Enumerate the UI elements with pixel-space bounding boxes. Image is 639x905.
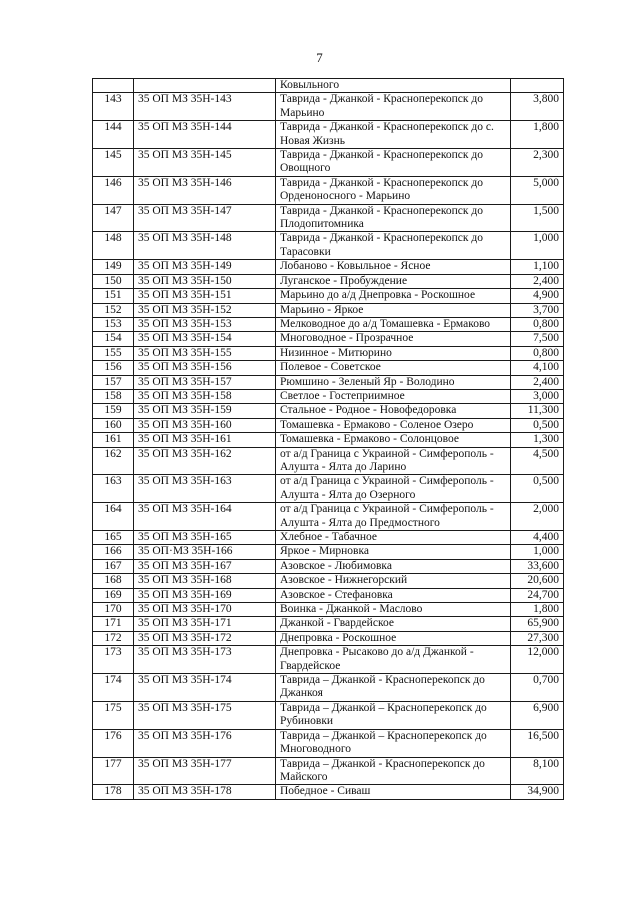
road-length: 33,600 [511, 559, 564, 573]
row-number: 160 [93, 418, 134, 432]
row-number: 147 [93, 204, 134, 232]
road-length: 1,800 [511, 603, 564, 617]
row-number: 154 [93, 332, 134, 346]
road-name: Ковыльного [276, 79, 511, 93]
road-code: 35 ОП МЗ 35Н-175 [134, 701, 276, 729]
row-number: 143 [93, 93, 134, 121]
table-row [93, 631, 564, 645]
road-name: от а/д Граница с Украиной - Симферополь - Алушта - Ялта до Озерного [276, 475, 511, 503]
row-number: 145 [93, 149, 134, 177]
road-code: 35 ОП МЗ 35Н-148 [134, 232, 276, 260]
road-code: 35 ОП МЗ 35Н-146 [134, 176, 276, 204]
road-code: 35 ОП МЗ 35Н-156 [134, 361, 276, 375]
road-name: Азовское - Любимовка [276, 559, 511, 573]
road-name: Таврида – Джанкой – Красноперекопск до Рубиновки [276, 701, 511, 729]
road-name: Азовское - Стефановка [276, 588, 511, 602]
road-length: 1,500 [511, 204, 564, 232]
road-name: Многоводное - Прозрачное [276, 332, 511, 346]
road-code: 35 ОП·МЗ 35Н-166 [134, 545, 276, 559]
road-name: Полевое - Советское [276, 361, 511, 375]
page-number: 7 [316, 50, 323, 65]
table-row [93, 176, 564, 204]
table-row [93, 785, 564, 799]
row-number: 151 [93, 289, 134, 303]
road-code: 35 ОП МЗ 35Н-154 [134, 332, 276, 346]
road-name: Лобаново - Ковыльное - Ясное [276, 260, 511, 274]
row-number: 155 [93, 346, 134, 360]
row-number: 157 [93, 375, 134, 389]
table-row [93, 79, 564, 93]
road-name: Томашевка - Ермаково - Соленое Озеро [276, 418, 511, 432]
road-code: 35 ОП МЗ 35Н-170 [134, 603, 276, 617]
road-code: 35 ОП МЗ 35Н-159 [134, 404, 276, 418]
road-code: 35 ОП МЗ 35Н-162 [134, 447, 276, 475]
row-number: 177 [93, 757, 134, 785]
row-number: 150 [93, 274, 134, 288]
road-length: 1,300 [511, 433, 564, 447]
row-number [93, 79, 134, 93]
road-name: Таврида – Джанкой - Красноперекопск до Джанкоя [276, 674, 511, 702]
row-number: 166 [93, 545, 134, 559]
road-length: 6,900 [511, 701, 564, 729]
row-number: 152 [93, 303, 134, 317]
road-code: 35 ОП МЗ 35Н-173 [134, 646, 276, 674]
road-length: 4,400 [511, 531, 564, 545]
road-length: 0,500 [511, 475, 564, 503]
table-row [93, 361, 564, 375]
table-row [93, 559, 564, 573]
road-length: 16,500 [511, 729, 564, 757]
table-row [93, 588, 564, 602]
road-length: 0,700 [511, 674, 564, 702]
table-row [93, 503, 564, 531]
table-row [93, 289, 564, 303]
table-row [93, 617, 564, 631]
row-number: 159 [93, 404, 134, 418]
road-code: 35 ОП МЗ 35Н-172 [134, 631, 276, 645]
table-row [93, 346, 564, 360]
road-code: 35 ОП МЗ 35Н-169 [134, 588, 276, 602]
table-row [93, 204, 564, 232]
row-number: 161 [93, 433, 134, 447]
road-code: 35 ОП МЗ 35Н-177 [134, 757, 276, 785]
row-number: 171 [93, 617, 134, 631]
table-row [93, 274, 564, 288]
row-number: 163 [93, 475, 134, 503]
road-code: 35 ОП МЗ 35Н-178 [134, 785, 276, 799]
row-number: 167 [93, 559, 134, 573]
row-number: 144 [93, 121, 134, 149]
road-code: 35 ОП МЗ 35Н-153 [134, 317, 276, 331]
road-code: 35 ОП МЗ 35Н-155 [134, 346, 276, 360]
road-length: 2,300 [511, 149, 564, 177]
table-row [93, 757, 564, 785]
road-name: Яркое - Мирновка [276, 545, 511, 559]
road-length: 27,300 [511, 631, 564, 645]
table-row [93, 93, 564, 121]
road-name: Днепровка - Роскошное [276, 631, 511, 645]
road-code: 35 ОП МЗ 35Н-150 [134, 274, 276, 288]
table-row [93, 418, 564, 432]
road-code [134, 79, 276, 93]
road-code: 35 ОП МЗ 35Н-152 [134, 303, 276, 317]
road-length: 4,100 [511, 361, 564, 375]
road-name: Марьино до а/д Днепровка - Роскошное [276, 289, 511, 303]
table-row [93, 317, 564, 331]
road-code: 35 ОП МЗ 35Н-145 [134, 149, 276, 177]
road-name: Низинное - Митюрино [276, 346, 511, 360]
road-name: Таврида - Джанкой - Красноперекопск до Овощного [276, 149, 511, 177]
road-length: 2,400 [511, 375, 564, 389]
table-row [93, 574, 564, 588]
road-code: 35 ОП МЗ 35Н-171 [134, 617, 276, 631]
road-length: 11,300 [511, 404, 564, 418]
road-length: 3,700 [511, 303, 564, 317]
row-number: 146 [93, 176, 134, 204]
row-number: 175 [93, 701, 134, 729]
road-name: Таврида - Джанкой - Красноперекопск до Плодопитомника [276, 204, 511, 232]
road-name: Томашевка - Ермаково - Солонцовое [276, 433, 511, 447]
road-code: 35 ОП МЗ 35Н-168 [134, 574, 276, 588]
road-length: 5,000 [511, 176, 564, 204]
road-name: Джанкой - Гвардейское [276, 617, 511, 631]
table-row [93, 701, 564, 729]
row-number: 168 [93, 574, 134, 588]
road-length: 1,100 [511, 260, 564, 274]
road-code: 35 ОП МЗ 35Н-167 [134, 559, 276, 573]
road-code: 35 ОП МЗ 35Н-176 [134, 729, 276, 757]
row-number: 172 [93, 631, 134, 645]
road-code: 35 ОП МЗ 35Н-165 [134, 531, 276, 545]
road-length: 4,900 [511, 289, 564, 303]
road-name: Стальное - Родное - Новофедоровка [276, 404, 511, 418]
road-code: 35 ОП МЗ 35Н-147 [134, 204, 276, 232]
road-code: 35 ОП МЗ 35Н-151 [134, 289, 276, 303]
table-row [93, 447, 564, 475]
row-number: 156 [93, 361, 134, 375]
road-name: Таврида – Джанкой – Красноперекопск до Многоводного [276, 729, 511, 757]
road-code: 35 ОП МЗ 35Н-157 [134, 375, 276, 389]
road-name: Воинка - Джанкой - Маслово [276, 603, 511, 617]
road-name: Луганское - Пробуждение [276, 274, 511, 288]
road-name: Хлебное - Табачное [276, 531, 511, 545]
table-row [93, 389, 564, 403]
table-row [93, 332, 564, 346]
row-number: 173 [93, 646, 134, 674]
row-number: 149 [93, 260, 134, 274]
road-code: 35 ОП МЗ 35Н-163 [134, 475, 276, 503]
road-length [511, 79, 564, 93]
road-name: Марьино - Яркое [276, 303, 511, 317]
road-length: 0,800 [511, 317, 564, 331]
road-name: Таврида – Джанкой - Красноперекопск до Майского [276, 757, 511, 785]
road-length: 2,000 [511, 503, 564, 531]
table-row [93, 475, 564, 503]
road-length: 3,000 [511, 389, 564, 403]
table-row [93, 603, 564, 617]
row-number: 153 [93, 317, 134, 331]
road-code: 35 ОП МЗ 35Н-164 [134, 503, 276, 531]
road-code: 35 ОП МЗ 35Н-158 [134, 389, 276, 403]
table-row [93, 646, 564, 674]
road-length: 24,700 [511, 588, 564, 602]
road-code: 35 ОП МЗ 35Н-160 [134, 418, 276, 432]
roads-table-body [93, 79, 564, 800]
road-length: 7,500 [511, 332, 564, 346]
road-length: 0,800 [511, 346, 564, 360]
row-number: 174 [93, 674, 134, 702]
road-code: 35 ОП МЗ 35Н-149 [134, 260, 276, 274]
road-length: 8,100 [511, 757, 564, 785]
road-length: 20,600 [511, 574, 564, 588]
table-row [93, 433, 564, 447]
table-row [93, 404, 564, 418]
row-number: 169 [93, 588, 134, 602]
road-name: Мелководное до а/д Томашевка - Ермаково [276, 317, 511, 331]
road-length: 1,000 [511, 545, 564, 559]
road-code: 35 ОП МЗ 35Н-161 [134, 433, 276, 447]
road-length: 1,000 [511, 232, 564, 260]
road-name: Победное - Сиваш [276, 785, 511, 799]
row-number: 148 [93, 232, 134, 260]
table-row [93, 149, 564, 177]
table-row [93, 729, 564, 757]
road-length: 3,800 [511, 93, 564, 121]
road-length: 12,000 [511, 646, 564, 674]
roads-table [92, 78, 564, 800]
table-row [93, 545, 564, 559]
road-code: 35 ОП МЗ 35Н-174 [134, 674, 276, 702]
table-row [93, 232, 564, 260]
road-name: Светлое - Гостеприимное [276, 389, 511, 403]
table-row [93, 121, 564, 149]
table-row [93, 674, 564, 702]
table-row [93, 531, 564, 545]
row-number: 164 [93, 503, 134, 531]
road-code: 35 ОП МЗ 35Н-143 [134, 93, 276, 121]
road-length: 2,400 [511, 274, 564, 288]
road-length: 65,900 [511, 617, 564, 631]
row-number: 170 [93, 603, 134, 617]
row-number: 165 [93, 531, 134, 545]
road-length: 34,900 [511, 785, 564, 799]
road-name: Таврида - Джанкой - Красноперекопск до Орденоносного - Марьино [276, 176, 511, 204]
row-number: 176 [93, 729, 134, 757]
road-name: от а/д Граница с Украиной - Симферополь - Алушта - Ялта до Предмостного [276, 503, 511, 531]
road-name: Таврида - Джанкой - Красноперекопск до Марьино [276, 93, 511, 121]
row-number: 162 [93, 447, 134, 475]
road-name: Рюмшино - Зеленый Яр - Володино [276, 375, 511, 389]
table-row [93, 303, 564, 317]
row-number: 158 [93, 389, 134, 403]
road-code: 35 ОП МЗ 35Н-144 [134, 121, 276, 149]
road-name: Таврида - Джанкой - Красноперекопск до Тарасовки [276, 232, 511, 260]
road-name: Днепровка - Рысаково до а/д Джанкой - Гвардейское [276, 646, 511, 674]
road-name: Азовское - Нижнегорский [276, 574, 511, 588]
road-name: Таврида - Джанкой - Красноперекопск до с. Новая Жизнь [276, 121, 511, 149]
road-length: 4,500 [511, 447, 564, 475]
road-name: от а/д Граница с Украиной - Симферополь - Алушта - Ялта до Ларино [276, 447, 511, 475]
table-row [93, 375, 564, 389]
road-length: 1,800 [511, 121, 564, 149]
road-length: 0,500 [511, 418, 564, 432]
row-number: 178 [93, 785, 134, 799]
table-row [93, 260, 564, 274]
